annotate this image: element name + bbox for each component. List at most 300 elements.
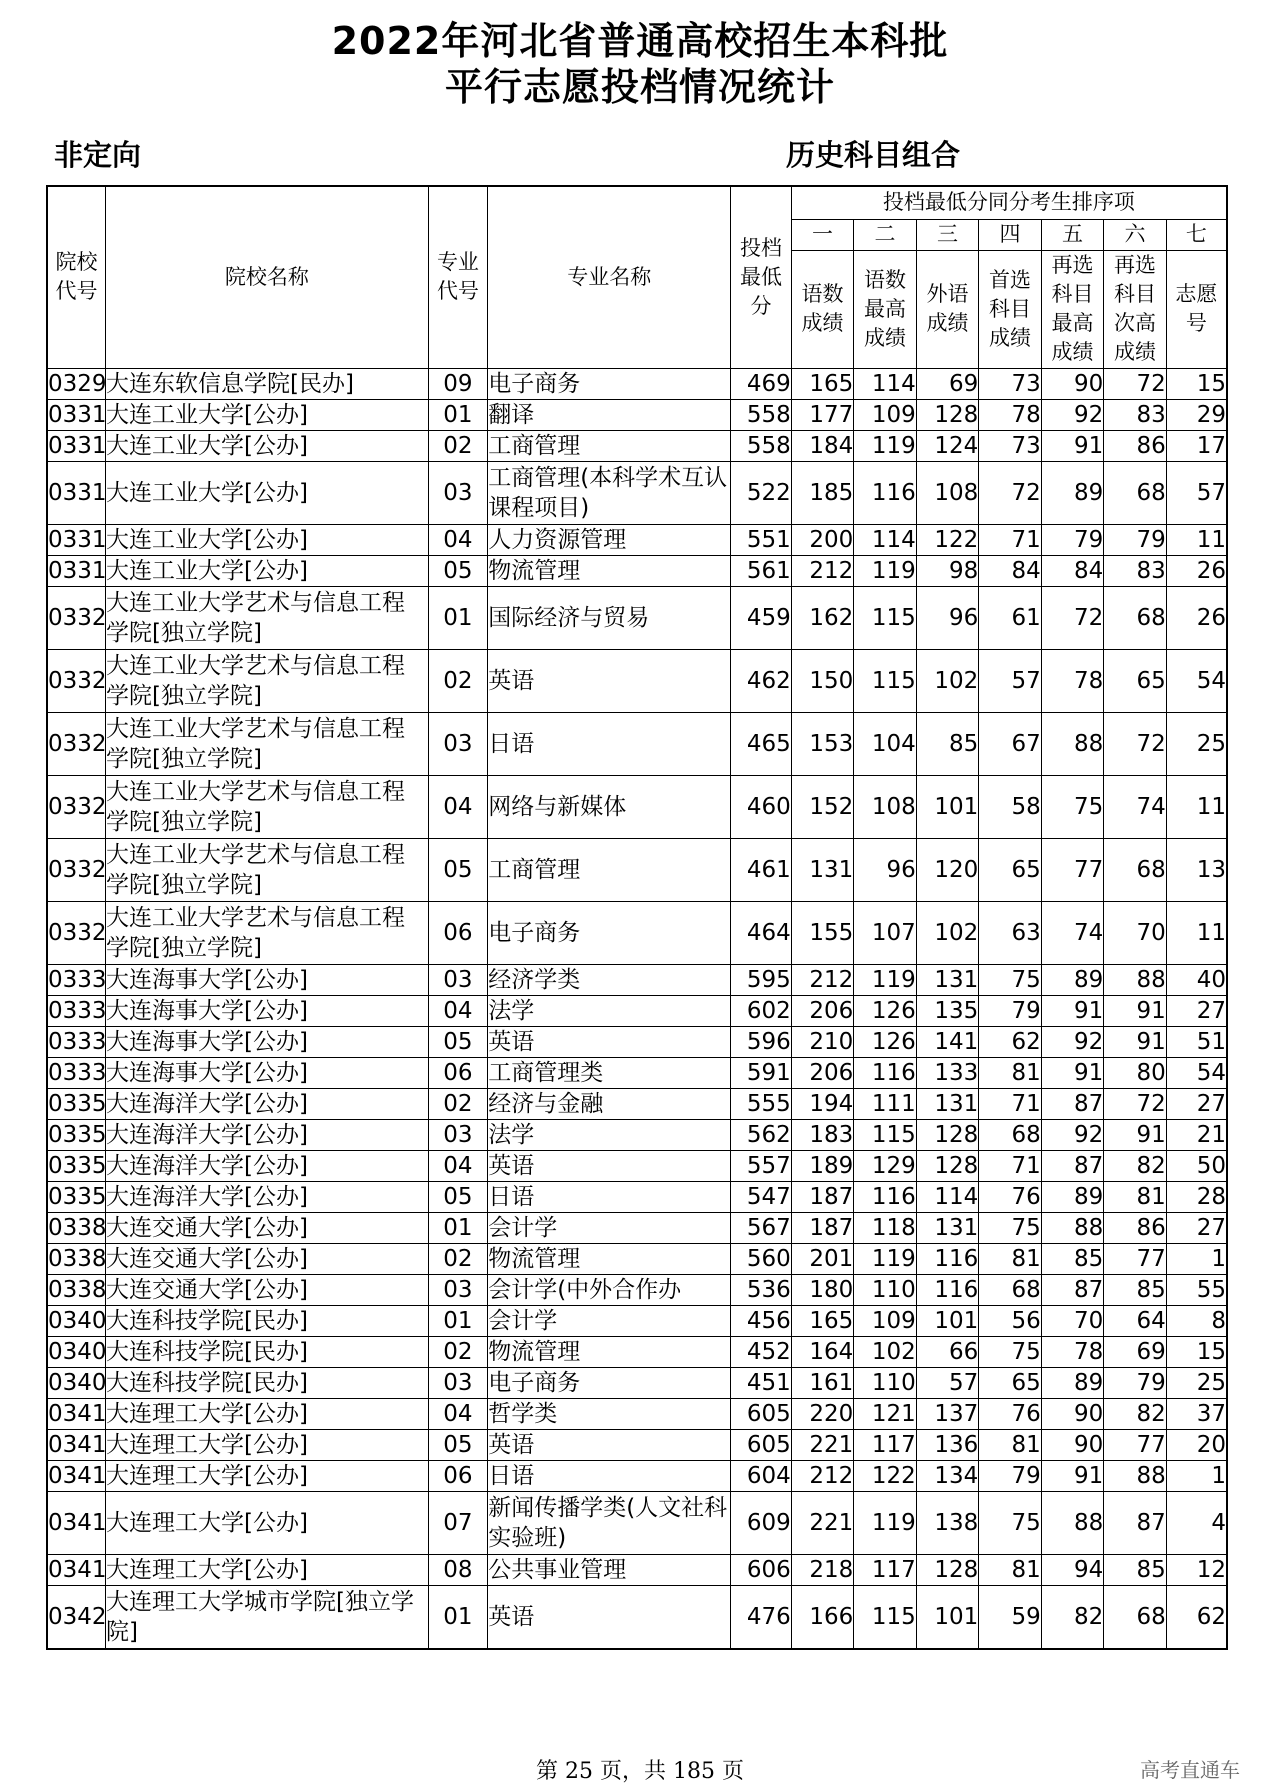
- cell-score-foreign: 69: [916, 368, 979, 399]
- cell-min-score: 551: [731, 524, 792, 555]
- cell-school-name: 大连工业大学[公办]: [105, 461, 428, 524]
- cell-school-code: 0335: [47, 1088, 105, 1119]
- cell-score-reselect-max: 91: [1041, 430, 1104, 461]
- table-row: [47, 1398, 1227, 1429]
- cell-score-reselect-second: 74: [1104, 775, 1167, 838]
- cell-major-code: 05: [428, 1429, 488, 1460]
- cell-score-chinese-math: 221: [791, 1429, 854, 1460]
- cell-school-name: 大连科技学院[民办]: [105, 1336, 428, 1367]
- cell-major-code: 01: [428, 1212, 488, 1243]
- cell-score-first-subject: 56: [979, 1305, 1042, 1336]
- cell-score-reselect-second: 86: [1104, 430, 1167, 461]
- cell-school-name: 大连工业大学[公办]: [105, 430, 428, 461]
- cell-preference-number: 57: [1166, 461, 1227, 524]
- cell-major-code: 01: [428, 1585, 488, 1649]
- cell-major-name: 法学: [488, 1119, 731, 1150]
- cell-min-score: 605: [731, 1429, 792, 1460]
- cell-major-name: 英语: [488, 1429, 731, 1460]
- cell-major-code: 01: [428, 1305, 488, 1336]
- cell-preference-number: 11: [1166, 775, 1227, 838]
- cell-min-score: 476: [731, 1585, 792, 1649]
- cell-score-first-subject: 57: [979, 649, 1042, 712]
- cell-major-name: 英语: [488, 649, 731, 712]
- cell-min-score: 547: [731, 1181, 792, 1212]
- table-row: [47, 1212, 1227, 1243]
- cell-score-chinese-math-max: 129: [854, 1150, 917, 1181]
- cell-score-chinese-math: 218: [791, 1554, 854, 1585]
- cell-school-code: 0335: [47, 1119, 105, 1150]
- cell-score-chinese-math: 212: [791, 964, 854, 995]
- cell-score-reselect-max: 70: [1041, 1305, 1104, 1336]
- table-row: [47, 555, 1227, 586]
- cell-min-score: 562: [731, 1119, 792, 1150]
- cell-score-reselect-second: 72: [1104, 368, 1167, 399]
- cell-preference-number: 26: [1166, 586, 1227, 649]
- cell-preference-number: 13: [1166, 838, 1227, 901]
- cell-score-foreign: 116: [916, 1274, 979, 1305]
- cell-score-reselect-second: 77: [1104, 1243, 1167, 1274]
- cell-school-code: 0333: [47, 964, 105, 995]
- page-title-line-2: 平行志愿投档情况统计: [444, 65, 835, 109]
- cell-major-code: 04: [428, 1150, 488, 1181]
- cell-score-chinese-math: 150: [791, 649, 854, 712]
- cell-school-name: 大连交通大学[公办]: [105, 1212, 428, 1243]
- cell-min-score: 591: [731, 1057, 792, 1088]
- cell-major-name: 电子商务: [488, 1367, 731, 1398]
- cell-major-name: 哲学类: [488, 1398, 731, 1429]
- cell-score-chinese-math: 221: [791, 1491, 854, 1554]
- cell-score-foreign: 101: [916, 1305, 979, 1336]
- header-order-6: 六: [1104, 219, 1167, 250]
- cell-score-reselect-max: 75: [1041, 775, 1104, 838]
- cell-major-code: 04: [428, 775, 488, 838]
- cell-school-code: 0331: [47, 461, 105, 524]
- cell-score-first-subject: 71: [979, 1088, 1042, 1119]
- cell-score-first-subject: 79: [979, 995, 1042, 1026]
- cell-major-code: 02: [428, 430, 488, 461]
- cell-score-foreign: 131: [916, 1212, 979, 1243]
- cell-score-chinese-math: 206: [791, 1057, 854, 1088]
- cell-min-score: 459: [731, 586, 792, 649]
- cell-school-code: 0341: [47, 1398, 105, 1429]
- cell-score-chinese-math-max: 115: [854, 649, 917, 712]
- watermark: 高考直通车: [1140, 1758, 1240, 1782]
- cell-score-foreign: 124: [916, 430, 979, 461]
- cell-score-foreign: 135: [916, 995, 979, 1026]
- cell-score-reselect-second: 72: [1104, 1088, 1167, 1119]
- cell-score-chinese-math-max: 119: [854, 1243, 917, 1274]
- cell-major-name: 工商管理(本科学术互认课程项目): [488, 461, 731, 524]
- cell-score-chinese-math: 161: [791, 1367, 854, 1398]
- cell-score-reselect-second: 77: [1104, 1429, 1167, 1460]
- cell-score-foreign: 116: [916, 1243, 979, 1274]
- cell-score-reselect-second: 80: [1104, 1057, 1167, 1088]
- cell-preference-number: 11: [1166, 524, 1227, 555]
- cell-score-chinese-math: 220: [791, 1398, 854, 1429]
- cell-school-name: 大连工业大学艺术与信息工程学院[独立学院]: [105, 586, 428, 649]
- cell-major-code: 01: [428, 399, 488, 430]
- cell-score-first-subject: 76: [979, 1398, 1042, 1429]
- cell-min-score: 461: [731, 838, 792, 901]
- cell-min-score: 469: [731, 368, 792, 399]
- cell-score-reselect-max: 88: [1041, 712, 1104, 775]
- cell-school-code: 0332: [47, 586, 105, 649]
- cell-score-chinese-math-max: 117: [854, 1554, 917, 1585]
- header-reselect-second: 再选科目次高成绩: [1104, 250, 1167, 368]
- cell-major-name: 英语: [488, 1026, 731, 1057]
- cell-score-first-subject: 75: [979, 1212, 1042, 1243]
- cell-score-chinese-math-max: 102: [854, 1336, 917, 1367]
- cell-major-name: 工商管理: [488, 838, 731, 901]
- cell-score-chinese-math: 166: [791, 1585, 854, 1649]
- table-row: [47, 995, 1227, 1026]
- cell-score-reselect-max: 90: [1041, 368, 1104, 399]
- cell-school-code: 0335: [47, 1181, 105, 1212]
- cell-score-chinese-math-max: 116: [854, 1057, 917, 1088]
- cell-score-foreign: 131: [916, 964, 979, 995]
- cell-score-foreign: 122: [916, 524, 979, 555]
- cell-score-reselect-second: 91: [1104, 995, 1167, 1026]
- cell-score-chinese-math-max: 109: [854, 399, 917, 430]
- cell-preference-number: 55: [1166, 1274, 1227, 1305]
- cell-score-chinese-math: 180: [791, 1274, 854, 1305]
- cell-score-reselect-second: 83: [1104, 399, 1167, 430]
- cell-preference-number: 15: [1166, 368, 1227, 399]
- cell-min-score: 567: [731, 1212, 792, 1243]
- cell-preference-number: 27: [1166, 1088, 1227, 1119]
- header-min-score: 投档最低分: [731, 186, 792, 368]
- cell-school-name: 大连理工大学[公办]: [105, 1398, 428, 1429]
- header-chinese-math: 语数成绩: [791, 250, 854, 368]
- cell-score-chinese-math: 184: [791, 430, 854, 461]
- cell-score-chinese-math-max: 114: [854, 524, 917, 555]
- cell-major-code: 07: [428, 1491, 488, 1554]
- cell-score-chinese-math-max: 116: [854, 1181, 917, 1212]
- cell-score-reselect-max: 88: [1041, 1491, 1104, 1554]
- cell-score-chinese-math-max: 114: [854, 368, 917, 399]
- cell-major-code: 05: [428, 1026, 488, 1057]
- cell-score-reselect-max: 92: [1041, 1119, 1104, 1150]
- cell-major-code: 04: [428, 995, 488, 1026]
- cell-school-code: 0338: [47, 1274, 105, 1305]
- cell-preference-number: 26: [1166, 555, 1227, 586]
- cell-preference-number: 21: [1166, 1119, 1227, 1150]
- cell-score-first-subject: 63: [979, 901, 1042, 964]
- table-row: [47, 1026, 1227, 1057]
- cell-school-code: 0332: [47, 775, 105, 838]
- cell-min-score: 605: [731, 1398, 792, 1429]
- cell-score-first-subject: 68: [979, 1119, 1042, 1150]
- table-row: [47, 1367, 1227, 1398]
- cell-score-reselect-max: 94: [1041, 1554, 1104, 1585]
- cell-school-code: 0331: [47, 430, 105, 461]
- table-row: [47, 1181, 1227, 1212]
- cell-score-foreign: 128: [916, 1150, 979, 1181]
- cell-score-chinese-math-max: 122: [854, 1460, 917, 1491]
- table-row: [47, 1554, 1227, 1585]
- cell-school-code: 0340: [47, 1305, 105, 1336]
- cell-score-first-subject: 75: [979, 1336, 1042, 1367]
- cell-major-name: 日语: [488, 1460, 731, 1491]
- cell-score-chinese-math-max: 126: [854, 995, 917, 1026]
- cell-min-score: 561: [731, 555, 792, 586]
- cell-score-chinese-math-max: 115: [854, 1585, 917, 1649]
- cell-school-name: 大连海事大学[公办]: [105, 1026, 428, 1057]
- cell-school-code: 0335: [47, 1150, 105, 1181]
- cell-score-chinese-math: 152: [791, 775, 854, 838]
- cell-score-chinese-math-max: 119: [854, 1491, 917, 1554]
- cell-school-name: 大连工业大学艺术与信息工程学院[独立学院]: [105, 649, 428, 712]
- cell-preference-number: 54: [1166, 1057, 1227, 1088]
- cell-school-name: 大连工业大学艺术与信息工程学院[独立学院]: [105, 712, 428, 775]
- table-row: [47, 901, 1227, 964]
- cell-school-code: 0332: [47, 901, 105, 964]
- cell-major-name: 国际经济与贸易: [488, 586, 731, 649]
- cell-score-chinese-math-max: 115: [854, 586, 917, 649]
- cell-school-code: 0333: [47, 1057, 105, 1088]
- cell-school-code: 0338: [47, 1243, 105, 1274]
- cell-min-score: 460: [731, 775, 792, 838]
- cell-school-code: 0332: [47, 712, 105, 775]
- header-chinese-math-max: 语数最高成绩: [854, 250, 917, 368]
- cell-major-name: 经济与金融: [488, 1088, 731, 1119]
- cell-preference-number: 15: [1166, 1336, 1227, 1367]
- cell-score-chinese-math-max: 107: [854, 901, 917, 964]
- cell-score-reselect-second: 79: [1104, 524, 1167, 555]
- cell-score-reselect-second: 87: [1104, 1491, 1167, 1554]
- cell-score-reselect-second: 68: [1104, 1585, 1167, 1649]
- cell-score-foreign: 102: [916, 649, 979, 712]
- cell-score-first-subject: 58: [979, 775, 1042, 838]
- cell-school-code: 0333: [47, 995, 105, 1026]
- cell-major-name: 电子商务: [488, 368, 731, 399]
- cell-score-chinese-math: 212: [791, 555, 854, 586]
- cell-major-code: 03: [428, 1367, 488, 1398]
- cell-score-reselect-max: 72: [1041, 586, 1104, 649]
- cell-school-code: 0331: [47, 555, 105, 586]
- cell-preference-number: 25: [1166, 1367, 1227, 1398]
- cell-score-reselect-second: 88: [1104, 1460, 1167, 1491]
- cell-score-reselect-second: 68: [1104, 461, 1167, 524]
- cell-score-reselect-second: 83: [1104, 555, 1167, 586]
- cell-major-code: 04: [428, 524, 488, 555]
- cell-score-reselect-max: 89: [1041, 461, 1104, 524]
- table-row: [47, 775, 1227, 838]
- cell-score-foreign: 85: [916, 712, 979, 775]
- cell-score-first-subject: 61: [979, 586, 1042, 649]
- cell-score-reselect-max: 89: [1041, 964, 1104, 995]
- cell-school-code: 0333: [47, 1026, 105, 1057]
- cell-min-score: 456: [731, 1305, 792, 1336]
- cell-preference-number: 37: [1166, 1398, 1227, 1429]
- header-order-5: 五: [1041, 219, 1104, 250]
- cell-score-chinese-math: 212: [791, 1460, 854, 1491]
- cell-score-foreign: 133: [916, 1057, 979, 1088]
- table-row: [47, 1585, 1227, 1649]
- cell-score-reselect-max: 87: [1041, 1088, 1104, 1119]
- cell-score-first-subject: 62: [979, 1026, 1042, 1057]
- cell-score-chinese-math: 200: [791, 524, 854, 555]
- cell-school-name: 大连交通大学[公办]: [105, 1243, 428, 1274]
- cell-score-chinese-math-max: 118: [854, 1212, 917, 1243]
- table-row: [47, 1429, 1227, 1460]
- cell-score-reselect-max: 88: [1041, 1212, 1104, 1243]
- cell-score-reselect-max: 91: [1041, 1057, 1104, 1088]
- table-row: [47, 1460, 1227, 1491]
- cell-score-reselect-max: 92: [1041, 399, 1104, 430]
- cell-preference-number: 51: [1166, 1026, 1227, 1057]
- cell-score-chinese-math-max: 121: [854, 1398, 917, 1429]
- cell-score-foreign: 96: [916, 586, 979, 649]
- cell-score-reselect-max: 90: [1041, 1429, 1104, 1460]
- cell-score-first-subject: 71: [979, 1150, 1042, 1181]
- cell-score-first-subject: 68: [979, 1274, 1042, 1305]
- cell-score-reselect-second: 88: [1104, 964, 1167, 995]
- cell-score-foreign: 98: [916, 555, 979, 586]
- cell-score-chinese-math-max: 111: [854, 1088, 917, 1119]
- cell-score-reselect-max: 74: [1041, 901, 1104, 964]
- cell-score-first-subject: 81: [979, 1554, 1042, 1585]
- cell-score-reselect-second: 85: [1104, 1554, 1167, 1585]
- header-school-code: 院校代号: [47, 186, 105, 368]
- cell-preference-number: 20: [1166, 1429, 1227, 1460]
- cell-min-score: 558: [731, 430, 792, 461]
- admission-table: [46, 185, 1228, 1650]
- cell-score-reselect-max: 92: [1041, 1026, 1104, 1057]
- cell-major-name: 物流管理: [488, 1243, 731, 1274]
- table-row: [47, 368, 1227, 399]
- cell-school-code: 0340: [47, 1336, 105, 1367]
- cell-preference-number: 50: [1166, 1150, 1227, 1181]
- cell-school-code: 0331: [47, 399, 105, 430]
- cell-preference-number: 62: [1166, 1585, 1227, 1649]
- cell-score-first-subject: 81: [979, 1243, 1042, 1274]
- cell-major-name: 日语: [488, 712, 731, 775]
- header-major-name: 专业名称: [488, 186, 731, 368]
- cell-score-chinese-math: 185: [791, 461, 854, 524]
- cell-score-reselect-max: 85: [1041, 1243, 1104, 1274]
- cell-school-name: 大连科技学院[民办]: [105, 1367, 428, 1398]
- table-row: [47, 524, 1227, 555]
- cell-school-code: 0340: [47, 1367, 105, 1398]
- cell-min-score: 560: [731, 1243, 792, 1274]
- cell-school-name: 大连工业大学[公办]: [105, 524, 428, 555]
- cell-score-first-subject: 73: [979, 368, 1042, 399]
- cell-major-code: 01: [428, 586, 488, 649]
- page-title-line-1: 2022年河北省普通高校招生本科批: [331, 19, 949, 63]
- cell-min-score: 522: [731, 461, 792, 524]
- cell-school-code: 0341: [47, 1429, 105, 1460]
- cell-major-code: 02: [428, 1088, 488, 1119]
- cell-school-code: 0341: [47, 1554, 105, 1585]
- cell-score-reselect-second: 86: [1104, 1212, 1167, 1243]
- cell-min-score: 558: [731, 399, 792, 430]
- cell-min-score: 557: [731, 1150, 792, 1181]
- cell-school-code: 0332: [47, 649, 105, 712]
- table-row: [47, 964, 1227, 995]
- cell-major-code: 03: [428, 1119, 488, 1150]
- cell-major-code: 04: [428, 1398, 488, 1429]
- table-row: [47, 838, 1227, 901]
- cell-score-reselect-max: 77: [1041, 838, 1104, 901]
- cell-major-name: 工商管理: [488, 430, 731, 461]
- cell-score-chinese-math-max: 109: [854, 1305, 917, 1336]
- table-row: [47, 1119, 1227, 1150]
- cell-score-reselect-second: 70: [1104, 901, 1167, 964]
- cell-score-reselect-second: 65: [1104, 649, 1167, 712]
- cell-score-first-subject: 73: [979, 430, 1042, 461]
- header-order-2: 二: [854, 219, 917, 250]
- header-tiebreak-group: 投档最低分同分考生排序项: [791, 186, 1227, 219]
- cell-score-foreign: 131: [916, 1088, 979, 1119]
- cell-school-name: 大连工业大学艺术与信息工程学院[独立学院]: [105, 838, 428, 901]
- cell-score-reselect-second: 82: [1104, 1150, 1167, 1181]
- cell-preference-number: 25: [1166, 712, 1227, 775]
- cell-school-code: 0338: [47, 1212, 105, 1243]
- cell-major-name: 会计学: [488, 1212, 731, 1243]
- cell-score-reselect-second: 68: [1104, 838, 1167, 901]
- cell-score-foreign: 137: [916, 1398, 979, 1429]
- page-footer: 第 25 页，共 185 页: [536, 1759, 744, 1784]
- cell-score-first-subject: 75: [979, 1491, 1042, 1554]
- cell-preference-number: 27: [1166, 995, 1227, 1026]
- cell-school-name: 大连工业大学艺术与信息工程学院[独立学院]: [105, 901, 428, 964]
- cell-min-score: 536: [731, 1274, 792, 1305]
- header-major-code: 专业代号: [428, 186, 488, 368]
- cell-score-chinese-math: 206: [791, 995, 854, 1026]
- table-row: [47, 1088, 1227, 1119]
- cell-score-chinese-math-max: 110: [854, 1274, 917, 1305]
- cell-preference-number: 4: [1166, 1491, 1227, 1554]
- header-school-name: 院校名称: [105, 186, 428, 368]
- cell-score-reselect-max: 89: [1041, 1367, 1104, 1398]
- cell-score-chinese-math: 183: [791, 1119, 854, 1150]
- cell-major-code: 06: [428, 901, 488, 964]
- cell-score-foreign: 138: [916, 1491, 979, 1554]
- header-order-4: 四: [979, 219, 1042, 250]
- subject-combination-label: 历史科目组合: [786, 138, 961, 172]
- cell-school-name: 大连海事大学[公办]: [105, 995, 428, 1026]
- cell-preference-number: 11: [1166, 901, 1227, 964]
- plan-type-label: 非定向: [54, 138, 142, 172]
- cell-major-name: 电子商务: [488, 901, 731, 964]
- cell-score-chinese-math-max: 108: [854, 775, 917, 838]
- cell-major-name: 工商管理类: [488, 1057, 731, 1088]
- cell-school-name: 大连理工大学[公办]: [105, 1491, 428, 1554]
- cell-min-score: 451: [731, 1367, 792, 1398]
- cell-min-score: 464: [731, 901, 792, 964]
- table-row: [47, 1150, 1227, 1181]
- cell-score-foreign: 57: [916, 1367, 979, 1398]
- cell-major-code: 03: [428, 964, 488, 995]
- cell-score-reselect-max: 91: [1041, 1460, 1104, 1491]
- cell-major-code: 08: [428, 1554, 488, 1585]
- cell-school-code: 0341: [47, 1491, 105, 1554]
- table-row: [47, 1243, 1227, 1274]
- cell-score-chinese-math: 155: [791, 901, 854, 964]
- cell-preference-number: 29: [1166, 399, 1227, 430]
- cell-major-code: 02: [428, 1336, 488, 1367]
- cell-major-name: 英语: [488, 1150, 731, 1181]
- header-order-1: 一: [791, 219, 854, 250]
- cell-score-chinese-math-max: 119: [854, 964, 917, 995]
- cell-score-reselect-second: 82: [1104, 1398, 1167, 1429]
- cell-school-name: 大连海事大学[公办]: [105, 1057, 428, 1088]
- cell-score-chinese-math-max: 117: [854, 1429, 917, 1460]
- cell-school-name: 大连海事大学[公办]: [105, 964, 428, 995]
- table-row: [47, 1491, 1227, 1554]
- cell-score-first-subject: 71: [979, 524, 1042, 555]
